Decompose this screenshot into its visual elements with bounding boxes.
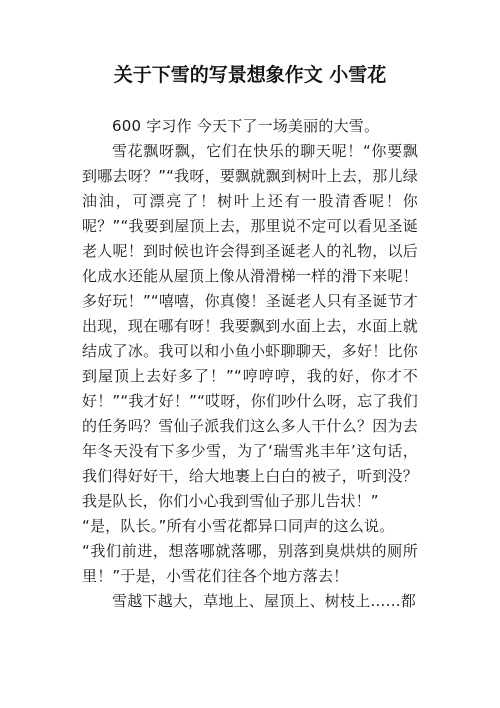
paragraph-1: 600 字习作 今天下了一场美丽的大雪。 [112,117,380,135]
document-body [82,114,418,614]
paragraph-4: “我们前进，想落哪就落哪，别落到臭烘烘的厕所里！”于是，小雪花们往各个地方落去！ [82,542,418,585]
document-title: 关于下雪的写景想象作文 小雪花 [113,64,387,86]
paragraph-3: “是，队长。”所有小雪花都异口同声的这么说。 [82,517,395,535]
paragraph-5: 雪越下越大，草地上、屋顶上、树枝上……都 [112,592,417,610]
paragraph-2: 雪花飘呀飘，它们在快乐的聊天呢！“你要飘到哪去呀？”“我呀，要飘就飘到树叶上去，那儿绿油油，可漂亮了！树叶上还有一股清香呢！你呢？”“我要到屋顶上去，那里说不定可以看见圣诞老人呢！到时候也许会得到圣诞老人的礼物，以后化成水还能从屋顶上像从滑滑梯一样的滑下来呢！多好玩！”“嘻嘻，你真傻！圣诞老人只有圣诞节才出现，现在哪有呀！我要飘到水面上去，水面上就结成了冰。我可以和小鱼小虾聊聊天，多好！比你到屋顶上去好多了！”“哼哼哼，我的好，你才不好！”“我才好！”“哎呀，你们吵什么呀，忘了我们的任务吗？雪仙子派我们这么多人干什么？因为去年冬天没有下多少雪，为了‘瑞雪兆丰年’这句话，我们得好好干，给大地裹上白白的被子，听到没？我是队长，你们小心我到雪仙子那儿告状！” [82,142,418,510]
